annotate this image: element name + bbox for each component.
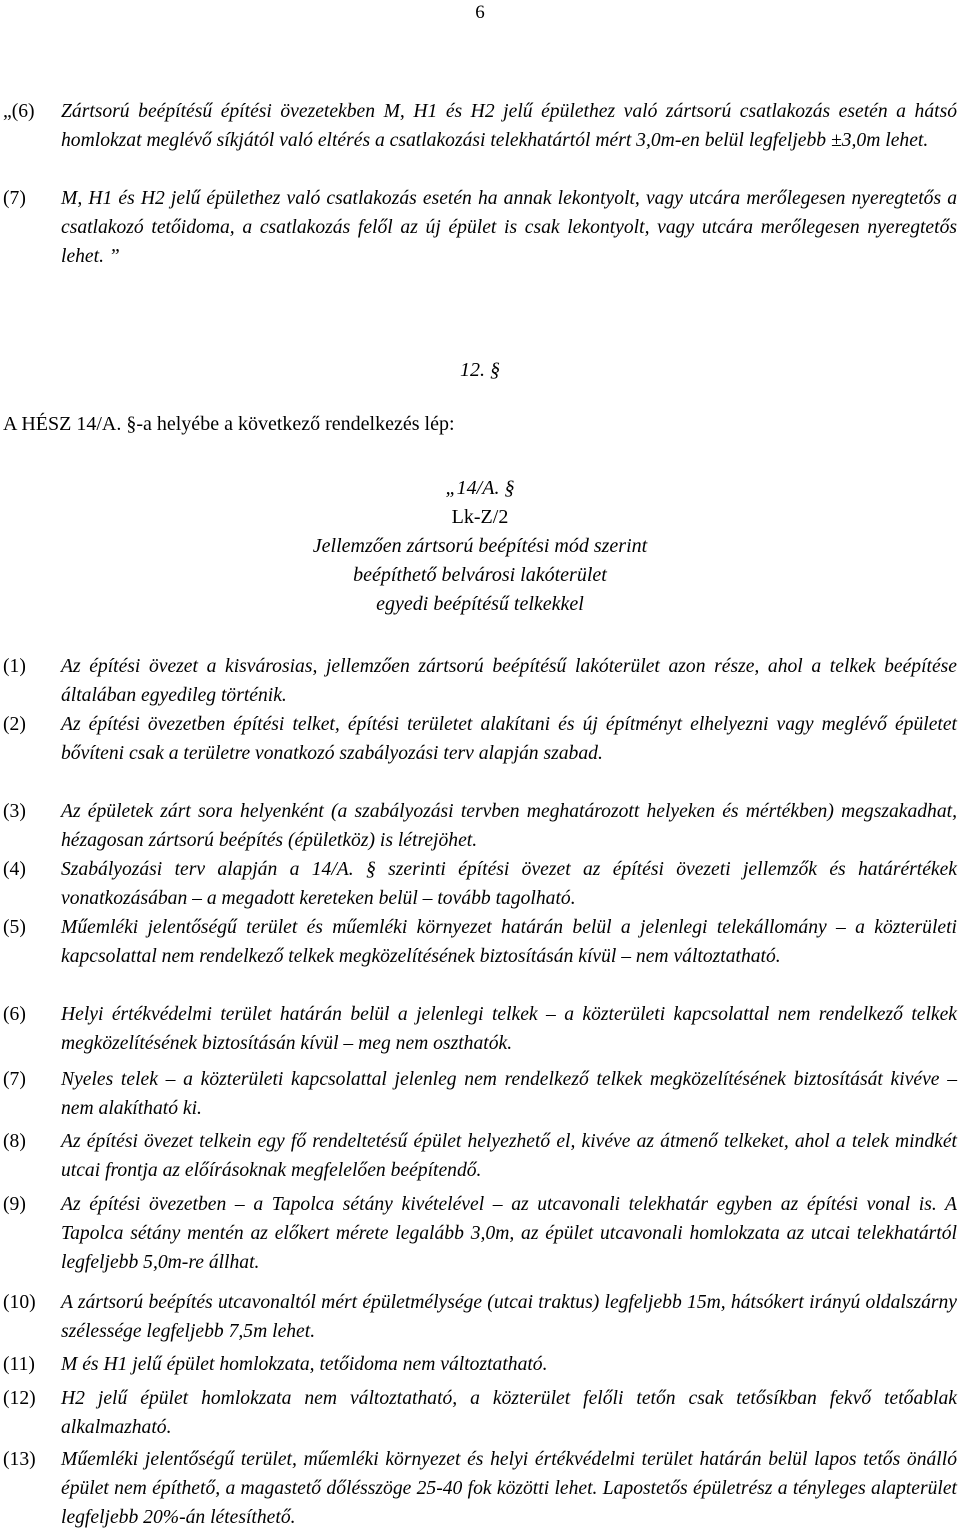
paragraph-10: [3, 1288, 957, 1346]
paragraph-text: Helyi értékvédelmi terület határán belül a jelenlegi telkek – a közterületi kapcsolattal nem rendelkező telkek megközelítésének biztosításán kívül – meg nem oszthatók.: [61, 1004, 957, 1054]
paragraph-text: Műemléki jelentőségű terület és műemléki környezet határán belül a jelenlegi telekállomány – a közterületi kapcsolattal nem rendelkező telkek megközelítésének biztosításán kívül – nem változtatható.: [61, 917, 957, 967]
section-heading: 12. §: [460, 359, 500, 381]
paragraph-text: Az építési övezetben építési telket, építési területet alakítani és új építményt elhelyezni vagy meglévő épületet bővíteni csak a területre vonatkozó szabályozási terv alapján szabad.: [61, 714, 957, 764]
new-section-title-line-3: egyedi beépítésű telkekkel: [376, 593, 584, 615]
paragraph-number: (1): [3, 656, 26, 677]
paragraph-number: (13): [3, 1449, 36, 1470]
paragraph-13: [3, 1445, 957, 1532]
intro-text: A HÉSZ 14/A. §-a helyébe a következő rendelkezés lép:: [3, 413, 455, 435]
new-section-title-line-2: beépíthető belvárosi lakóterület: [353, 564, 607, 586]
paragraph-text: A zártsorú beépítés utcavonaltól mért épületmélysége (utcai traktus) legfeljebb 15m, hátsókert irányú oldalszárny szélessége legfeljebb 7,5m lehet.: [61, 1292, 957, 1342]
paragraph-number: (7): [3, 188, 26, 209]
new-section-title-line-1: Jellemzően zártsorú beépítési mód szerint: [312, 535, 648, 557]
paragraph-number: (5): [3, 917, 26, 938]
paragraph-prev-7: [3, 184, 957, 271]
paragraph-8: [3, 1127, 957, 1185]
paragraph-12: [3, 1384, 957, 1442]
paragraph-number: (12): [3, 1388, 36, 1409]
paragraph-number: (8): [3, 1131, 26, 1152]
paragraph-number: (7): [3, 1069, 26, 1090]
paragraph-text: M, H1 és H2 jelű épülethez való csatlakozás esetén ha annak lekontyolt, vagy utcára merőlegesen nyeregtetős a csatlakozó tetőidoma, a csatlakozás felől az új épület is csak lekontyolt, vagy utcára merőlegesen nyeregtetős lehet. ”: [61, 188, 957, 267]
paragraph-text: Szabályozási terv alapján a 14/A. § szerinti építési övezet az építési övezeti jellemzők és határértékek vonatkozásában – a megadott kereteken belül – tovább tagolható.: [61, 859, 957, 909]
paragraph-number: (4): [3, 859, 26, 880]
paragraph-text: Zártsorú beépítésű építési övezetekben M, H1 és H2 jelű épülethez való zártsorú csatlakozás esetén a hátsó homlokzat meglévő síkjától való eltérés a csatlakozási telekhatártól mért 3,0m-en belül legfeljebb ±3,0m lehet.: [61, 101, 957, 151]
paragraph-1: [3, 652, 957, 710]
paragraph-number: (3): [3, 801, 26, 822]
new-section-code: Lk-Z/2: [451, 506, 509, 528]
page-number: 6: [475, 2, 485, 23]
paragraph-6: [3, 1000, 957, 1058]
new-section-number: „14/A. §: [445, 477, 515, 499]
paragraph-text: H2 jelű épület homlokzata nem változtatható, a közterület felőli tetőn csak tetősíkban fekvő tetőablak alkalmazható.: [61, 1388, 957, 1438]
paragraph-7: [3, 1065, 957, 1123]
paragraph-text: M és H1 jelű épület homlokzata, tetőidoma nem változtatható.: [61, 1354, 548, 1375]
paragraph-number: (10): [3, 1292, 36, 1313]
paragraph-number: (6): [3, 1004, 26, 1025]
paragraph-text: Az épületek zárt sora helyenként (a szabályozási tervben meghatározott helyeken és mértékben) megszakadhat, hézagosan zártsorú beépítés (épületköz) is létrejöhet.: [61, 801, 957, 851]
paragraph-5: [3, 913, 957, 971]
paragraph-text: Az építési övezetben – a Tapolca sétány kivételével – az utcavonali telekhatár egyben az építési vonal is. A Tapolca sétány mentén az előkert mérete legalább 3,0m, az épület utcavonali homlokzata az utcai telekhatártól legfeljebb 5,0m-re állhat.: [61, 1194, 957, 1273]
paragraph-text: Műemléki jelentőségű terület, műemléki környezet és helyi értékvédelmi terület határán belül lapos tetős önálló épület nem építhető, a magastető dőlésszöge 25-40 fok közötti lehet. Lapostetős épületrész a tényleges alapterület legfeljebb 20%-án létesíthető.: [61, 1449, 957, 1528]
paragraph-prev-6: [3, 97, 957, 155]
paragraph-number: (11): [3, 1354, 35, 1375]
paragraph-2: [3, 710, 957, 768]
paragraph-text: Az építési övezet a kisvárosias, jellemzően zártsorú beépítésű lakóterület azon része, ahol a telkek beépítése általában egyedileg történik.: [61, 656, 957, 706]
paragraph-9: [3, 1190, 957, 1277]
paragraph-number: „(6): [3, 101, 35, 122]
paragraph-4: [3, 855, 957, 913]
paragraph-11: [3, 1350, 957, 1379]
paragraph-text: Az építési övezet telkein egy fő rendeltetésű épület helyezhető el, kivéve az átmenő telkeket, ahol a telek mindkét utcai frontja az előírásoknak megfelelően beépítendő.: [61, 1131, 957, 1181]
paragraph-number: (9): [3, 1194, 26, 1215]
paragraph-text: Nyeles telek – a közterületi kapcsolattal jelenleg nem rendelkező telkek megközelítésének biztosítását kivéve – nem alakítható ki.: [61, 1069, 957, 1119]
paragraph-number: (2): [3, 714, 26, 735]
paragraph-3: [3, 797, 957, 855]
